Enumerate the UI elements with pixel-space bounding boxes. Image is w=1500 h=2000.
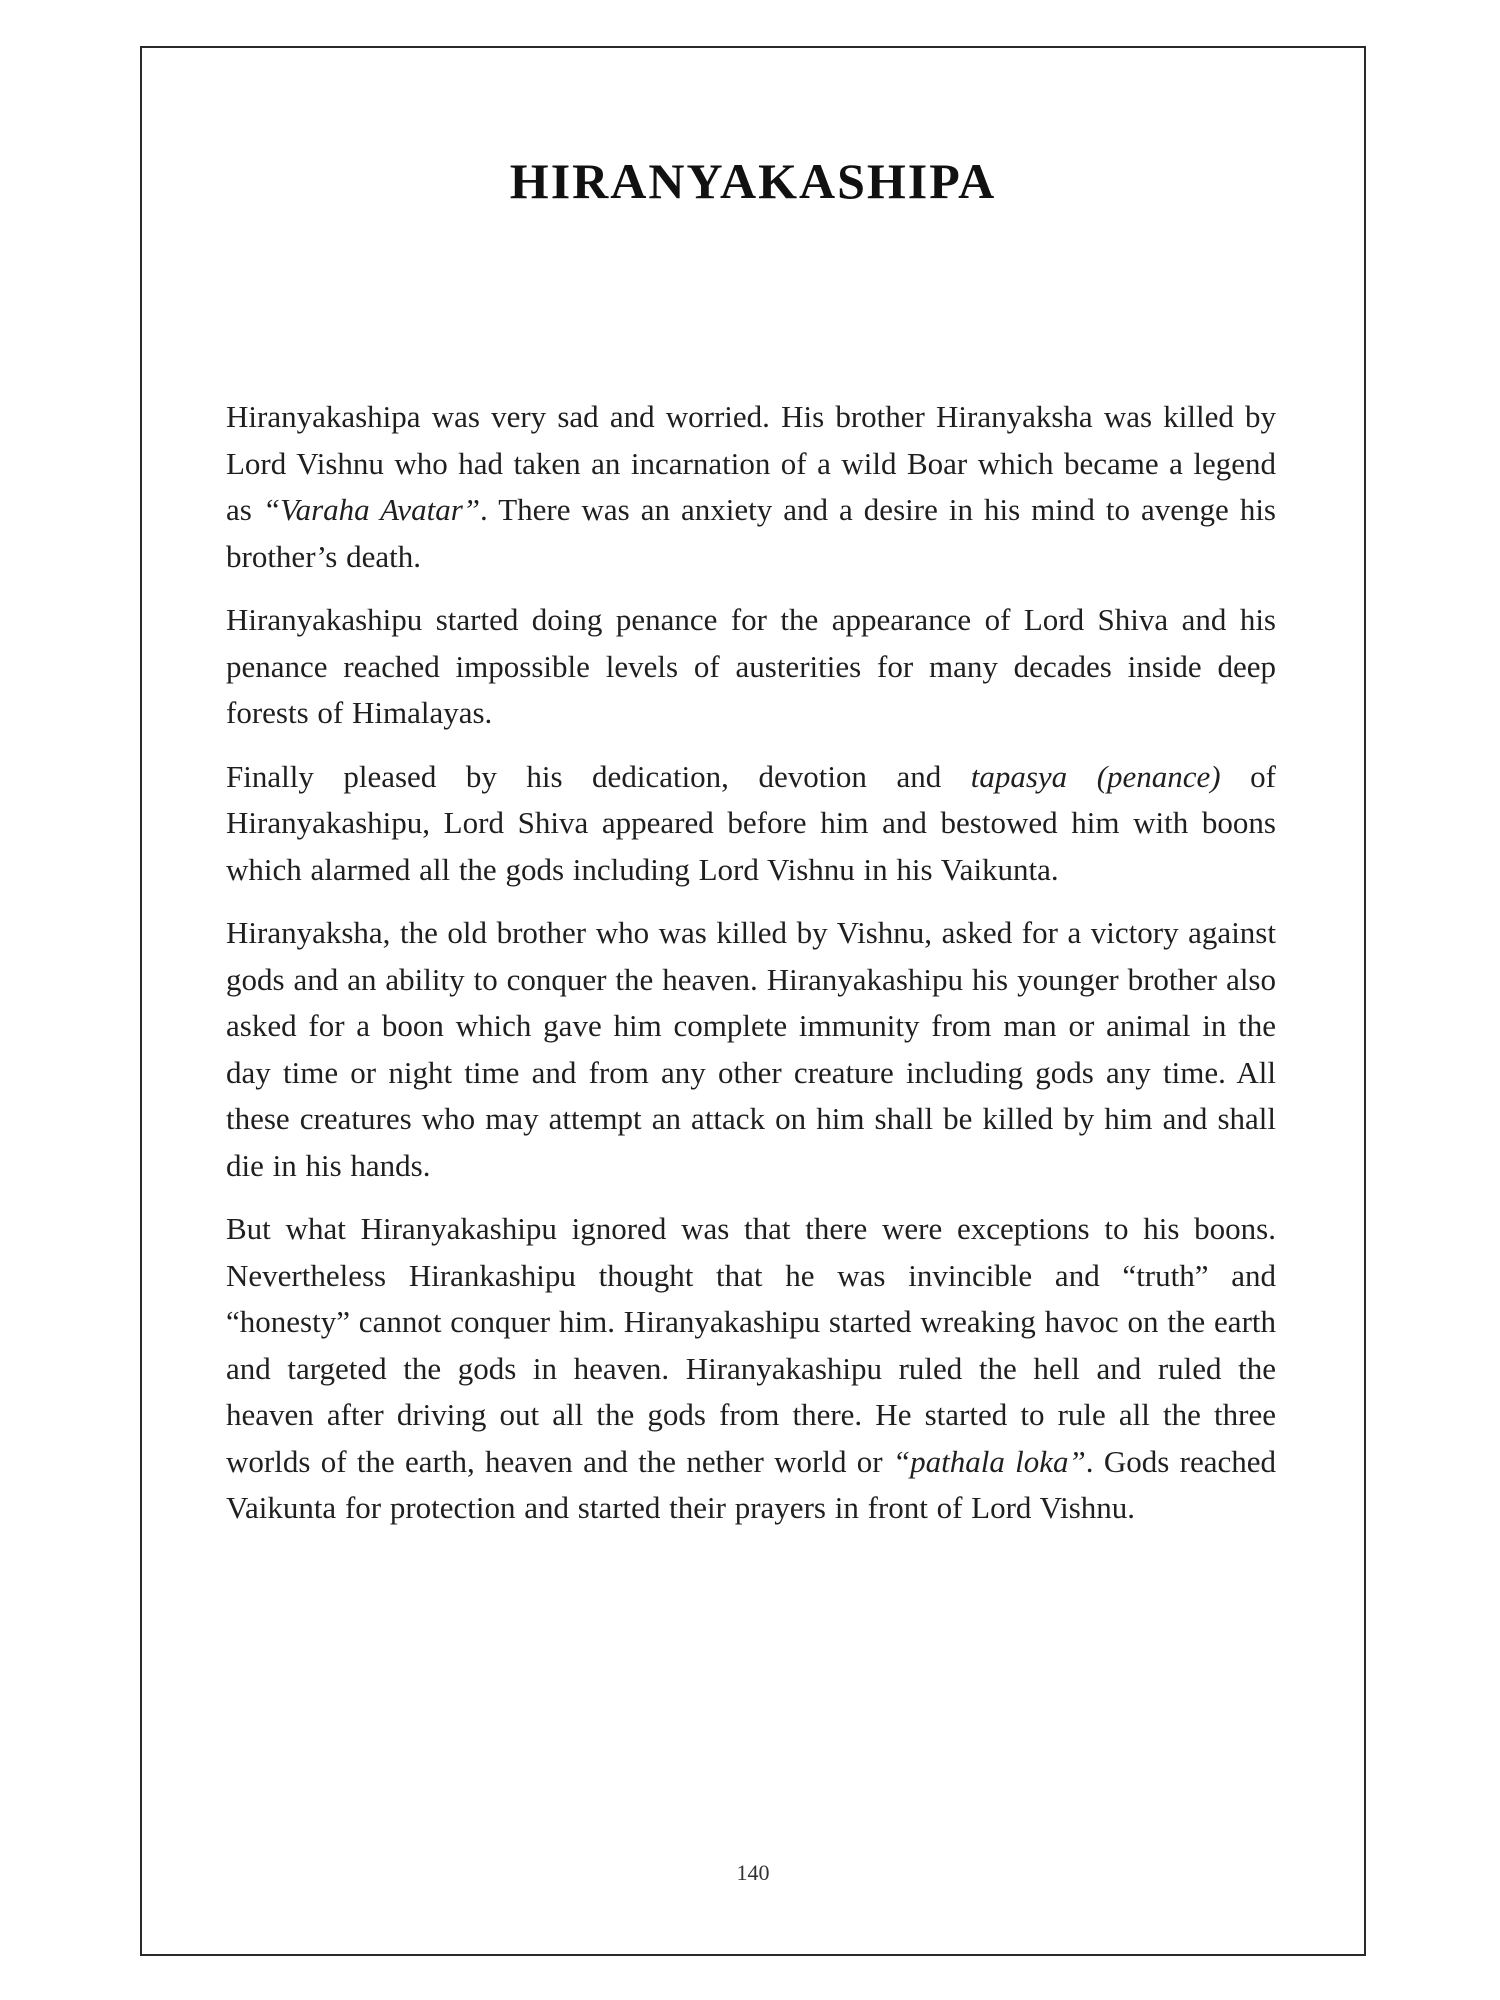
paragraph — [226, 597, 1276, 737]
paragraph-text-italic: “Varaha Avatar” — [262, 492, 481, 527]
page-title: HIRANYAKASHIPA — [509, 153, 997, 209]
paragraph-text: of Hiranyakashipu, Lord Shiva appeared before him and bestowed him with boons which alarmed all the gods including Lord Vishnu in his Vaikunta. — [226, 758, 1276, 887]
paragraph — [226, 1206, 1276, 1532]
paragraph-text: But what Hiranyakashipu ignored was that there were exceptions to his boons. Nevertheless Hirankashipu thought that he was invincible and “truth” and “honesty” cannot conquer him. Hiranyakashipu started wreaking havoc on the earth and targeted the gods in heaven. Hiranyakashipu ruled the hell and ruled the heaven after driving out all the gods from there. He started to rule all the three worlds of the earth, heaven and the nether world or — [226, 1211, 1276, 1479]
paragraph-text-italic: “pathala loka” — [892, 1443, 1086, 1479]
paragraph — [226, 394, 1276, 580]
paragraph-text: . There was an anxiety and a desire in his mind to avenge his brother’s death. — [226, 492, 1276, 574]
paragraph-text: Finally pleased by his dedication, devotion and — [226, 758, 971, 794]
body-text — [226, 394, 1276, 1549]
paragraph — [226, 754, 1276, 894]
paragraph-text: . Gods reached Vaikunta for protection and started their prayers in front of Lord Vishnu. — [226, 1443, 1276, 1525]
paragraph-text: Hiranyaksha, the old brother who was killed by Vishnu, asked for a victory against gods and an ability to conquer the heaven. Hiranyakashipu his younger brother also asked for a boon which gave him complete immunity from man or animal in the day time or night time and from any other creature including gods any time. All these creatures who may attempt an attack on him shall be killed by him and shall die in his hands. — [226, 915, 1276, 1183]
paragraph-text-italic: tapasya (penance) — [970, 758, 1221, 794]
paragraph-text: Hiranyakashipa was very sad and worried. His brother Hiranyaksha was killed by Lord Vishnu who had taken an incarnation of a wild Boar which became a legend as — [226, 399, 1276, 527]
paragraph-text: Hiranyakashipu started doing penance for the appearance of Lord Shiva and his penance reached impossible levels of austerities for many decades inside deep forests of Himalayas. — [226, 602, 1276, 730]
page-number: 140 — [736, 1860, 770, 1885]
paragraph — [226, 910, 1276, 1189]
